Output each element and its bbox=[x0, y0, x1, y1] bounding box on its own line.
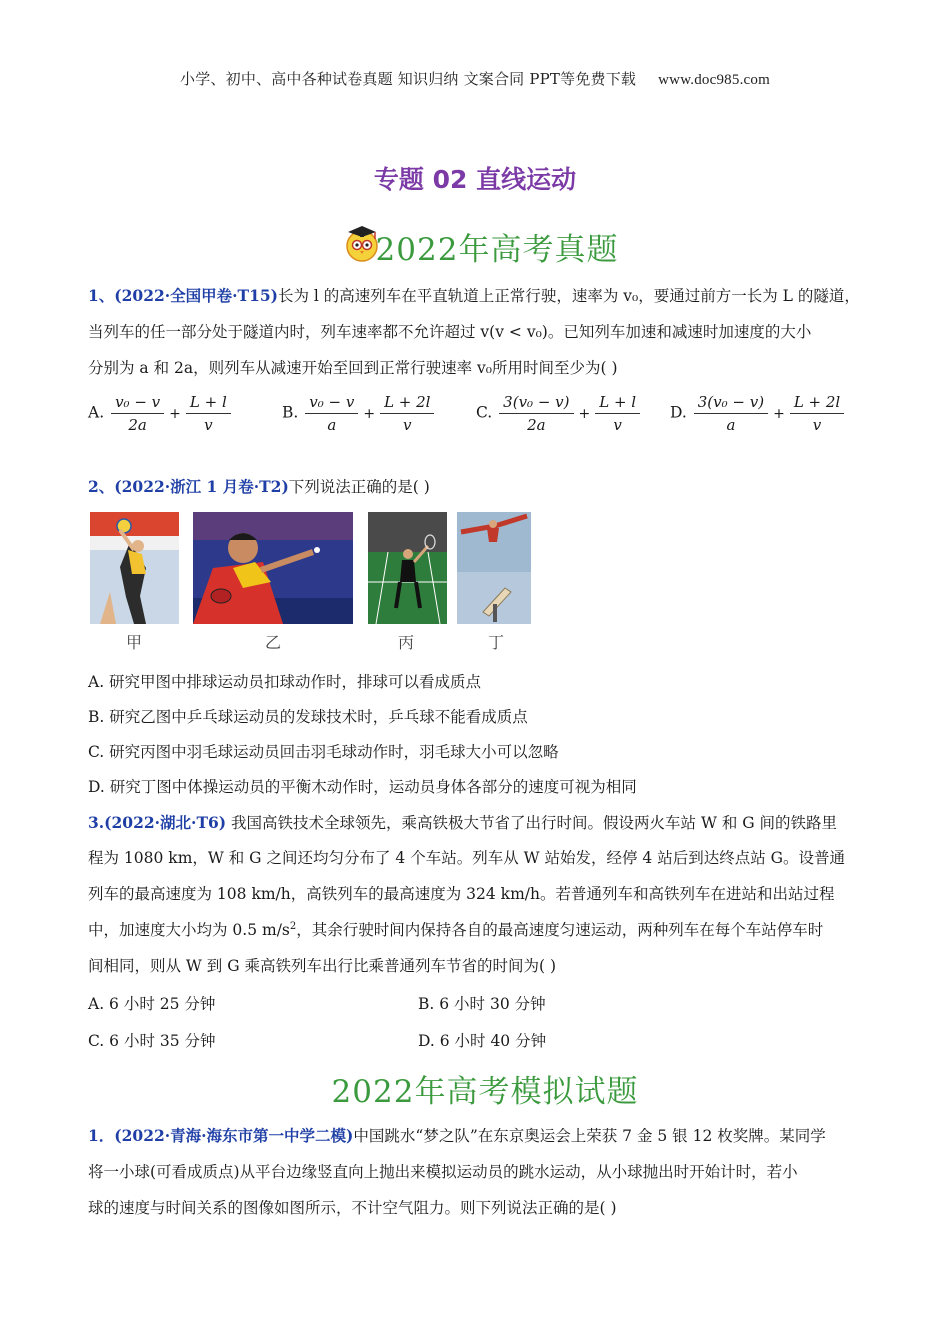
page-title: 专题 02 直线运动 bbox=[373, 165, 577, 194]
plus-sign: + bbox=[169, 405, 181, 422]
q2-option-c[interactable]: C. 研究丙图中羽毛球运动员回击羽毛球动作时，羽毛球大小可以忽略 bbox=[88, 743, 559, 761]
q3-option-b[interactable]: B. 6 小时 30 分钟 bbox=[418, 995, 546, 1013]
numerator: v₀ − v bbox=[111, 393, 164, 414]
numerator: L + l bbox=[186, 393, 231, 414]
photo-volleyball bbox=[90, 512, 179, 624]
q3-line4 bbox=[88, 918, 823, 940]
caption-ding: 丁 bbox=[488, 633, 505, 652]
fraction bbox=[111, 393, 164, 434]
denominator: v bbox=[204, 416, 213, 434]
q2-option-a[interactable]: A. 研究甲图中排球运动员扣球动作时，排球可以看成质点 bbox=[88, 673, 482, 691]
m1-line3: 球的速度与时间关系的图像如图所示，不计空气阻力。则下列说法正确的是( ) bbox=[88, 1199, 617, 1217]
denominator: 2a bbox=[128, 416, 147, 434]
q3-text-line4b: ，其余行驶时间内保持各自的最高速度匀速运动，两种列车在每个车站停车时 bbox=[296, 921, 824, 939]
q1-line1 bbox=[88, 284, 860, 306]
denominator: 2a bbox=[527, 416, 546, 434]
q1-option-b[interactable] bbox=[282, 393, 436, 434]
caption-yi: 乙 bbox=[265, 633, 282, 652]
q3-option-c[interactable]: C. 6 小时 35 分钟 bbox=[88, 1032, 216, 1050]
plus-sign: + bbox=[363, 405, 376, 422]
numerator: 3(v₀ − v) bbox=[694, 393, 768, 414]
q3-line5: 间相同，则从 W 到 G 乘高铁列车出行比乘普通列车节省的时间为( ) bbox=[88, 957, 557, 975]
fraction bbox=[499, 393, 573, 434]
q2-stem-line bbox=[88, 475, 430, 497]
denominator: v bbox=[613, 416, 622, 434]
fraction bbox=[595, 393, 640, 434]
fraction bbox=[790, 393, 844, 434]
q1-option-b-label: B. bbox=[282, 403, 299, 422]
fraction bbox=[380, 393, 434, 434]
q3-text-line4a: 中，加速度大小均为 0.5 m/s bbox=[88, 921, 290, 939]
q1-option-c-label: C. bbox=[476, 403, 493, 422]
q2-stem: 下列说法正确的是( ) bbox=[288, 478, 430, 496]
photo-badminton bbox=[368, 512, 447, 624]
fraction bbox=[186, 393, 231, 434]
numerator: L + l bbox=[595, 393, 640, 414]
section1-title: 2022年高考真题 bbox=[375, 232, 619, 268]
q2-option-d[interactable]: D. 研究丁图中体操运动员的平衡木动作时，运动员身体各部分的速度可视为相同 bbox=[88, 778, 637, 796]
section2-title: 2022年高考模拟试题 bbox=[331, 1074, 639, 1110]
q3-line1 bbox=[88, 811, 837, 833]
m1-text-line1: 中国跳水“梦之队”在东京奥运会上荣获 7 金 5 银 12 枚奖牌。某同学 bbox=[353, 1127, 826, 1145]
q1-option-a[interactable] bbox=[88, 393, 233, 434]
numerator: 3(v₀ − v) bbox=[499, 393, 573, 414]
denominator: v bbox=[812, 416, 822, 434]
q3-source: 3.(2022·湖北·T6) bbox=[88, 813, 227, 832]
q2-source: 2、(2022·浙江 1 月卷·T2) bbox=[88, 477, 289, 496]
q1-text-line1: 长为 l 的高速列车在平直轨道上正常行驶，速率为 v₀，要通过前方一长为 L 的隧道， bbox=[278, 287, 860, 305]
q1-option-a-label: A. bbox=[88, 403, 105, 422]
numerator: v₀ − v bbox=[305, 393, 358, 414]
header-site-link[interactable]: www.doc985.com bbox=[658, 72, 770, 88]
caption-jia: 甲 bbox=[126, 633, 143, 652]
q3-option-a[interactable]: A. 6 小时 25 分钟 bbox=[88, 995, 216, 1013]
q3-line2: 程为 1080 km，W 和 G 之间还均匀分布了 4 个车站。列车从 W 站始发，经停 4 站后到达终点站 G。设普通 bbox=[88, 849, 846, 867]
q1-option-d-label: D. bbox=[670, 403, 687, 422]
q1-option-c[interactable] bbox=[476, 393, 642, 434]
page-header bbox=[0, 68, 950, 89]
plus-sign: + bbox=[773, 405, 785, 422]
m1-source: 1．(2022·青海·海东市第一中学二模) bbox=[88, 1126, 354, 1145]
q3-line3: 列车的最高速度为 108 km/h，高铁列车的最高速度为 324 km/h。若普通列车和高铁列车在进站和出站过程 bbox=[88, 885, 835, 903]
q2-option-b[interactable]: B. 研究乙图中乒乓球运动员的发球技术时，乒乓球不能看成质点 bbox=[88, 708, 528, 726]
q3-superscript: 2 bbox=[289, 920, 297, 932]
header-text: 小学、初中、高中各种试卷真题 知识归纳 文案合同 PPT等免费下载 bbox=[180, 70, 637, 88]
q1-option-d[interactable] bbox=[670, 393, 846, 434]
m1-line1 bbox=[88, 1124, 826, 1146]
fraction bbox=[694, 393, 768, 434]
q3-text-line1: 我国高铁技术全球领先，乘高铁极大节省了出行时间。假设两火车站 W 和 G 间的铁路里 bbox=[226, 814, 838, 832]
numerator: L + 2l bbox=[790, 393, 844, 414]
fraction bbox=[305, 393, 358, 434]
denominator: a bbox=[726, 416, 736, 434]
q1-line3: 分别为 a 和 2a，则列车从减速开始至回到正常行驶速率 v₀所用时间至少为( ) bbox=[88, 359, 618, 377]
q1-line2: 当列车的任一部分处于隧道内时，列车速率都不允许超过 v(v < v₀)。已知列车加速和减速时加速度的大小 bbox=[88, 323, 812, 341]
denominator: a bbox=[327, 416, 337, 434]
photo-table-tennis bbox=[193, 512, 353, 624]
denominator: v bbox=[403, 416, 412, 434]
photo-balance-beam bbox=[457, 512, 531, 624]
m1-line2: 将一小球(可看成质点)从平台边缘竖直向上抛出来模拟运动员的跳水运动，从小球抛出时开始计时，若小 bbox=[88, 1163, 798, 1181]
plus-sign: + bbox=[578, 405, 591, 422]
q1-source: 1、(2022·全国甲卷·T15) bbox=[88, 286, 278, 305]
q3-option-d[interactable]: D. 6 小时 40 分钟 bbox=[418, 1032, 547, 1050]
numerator: L + 2l bbox=[380, 393, 434, 414]
caption-bing: 丙 bbox=[398, 633, 415, 652]
